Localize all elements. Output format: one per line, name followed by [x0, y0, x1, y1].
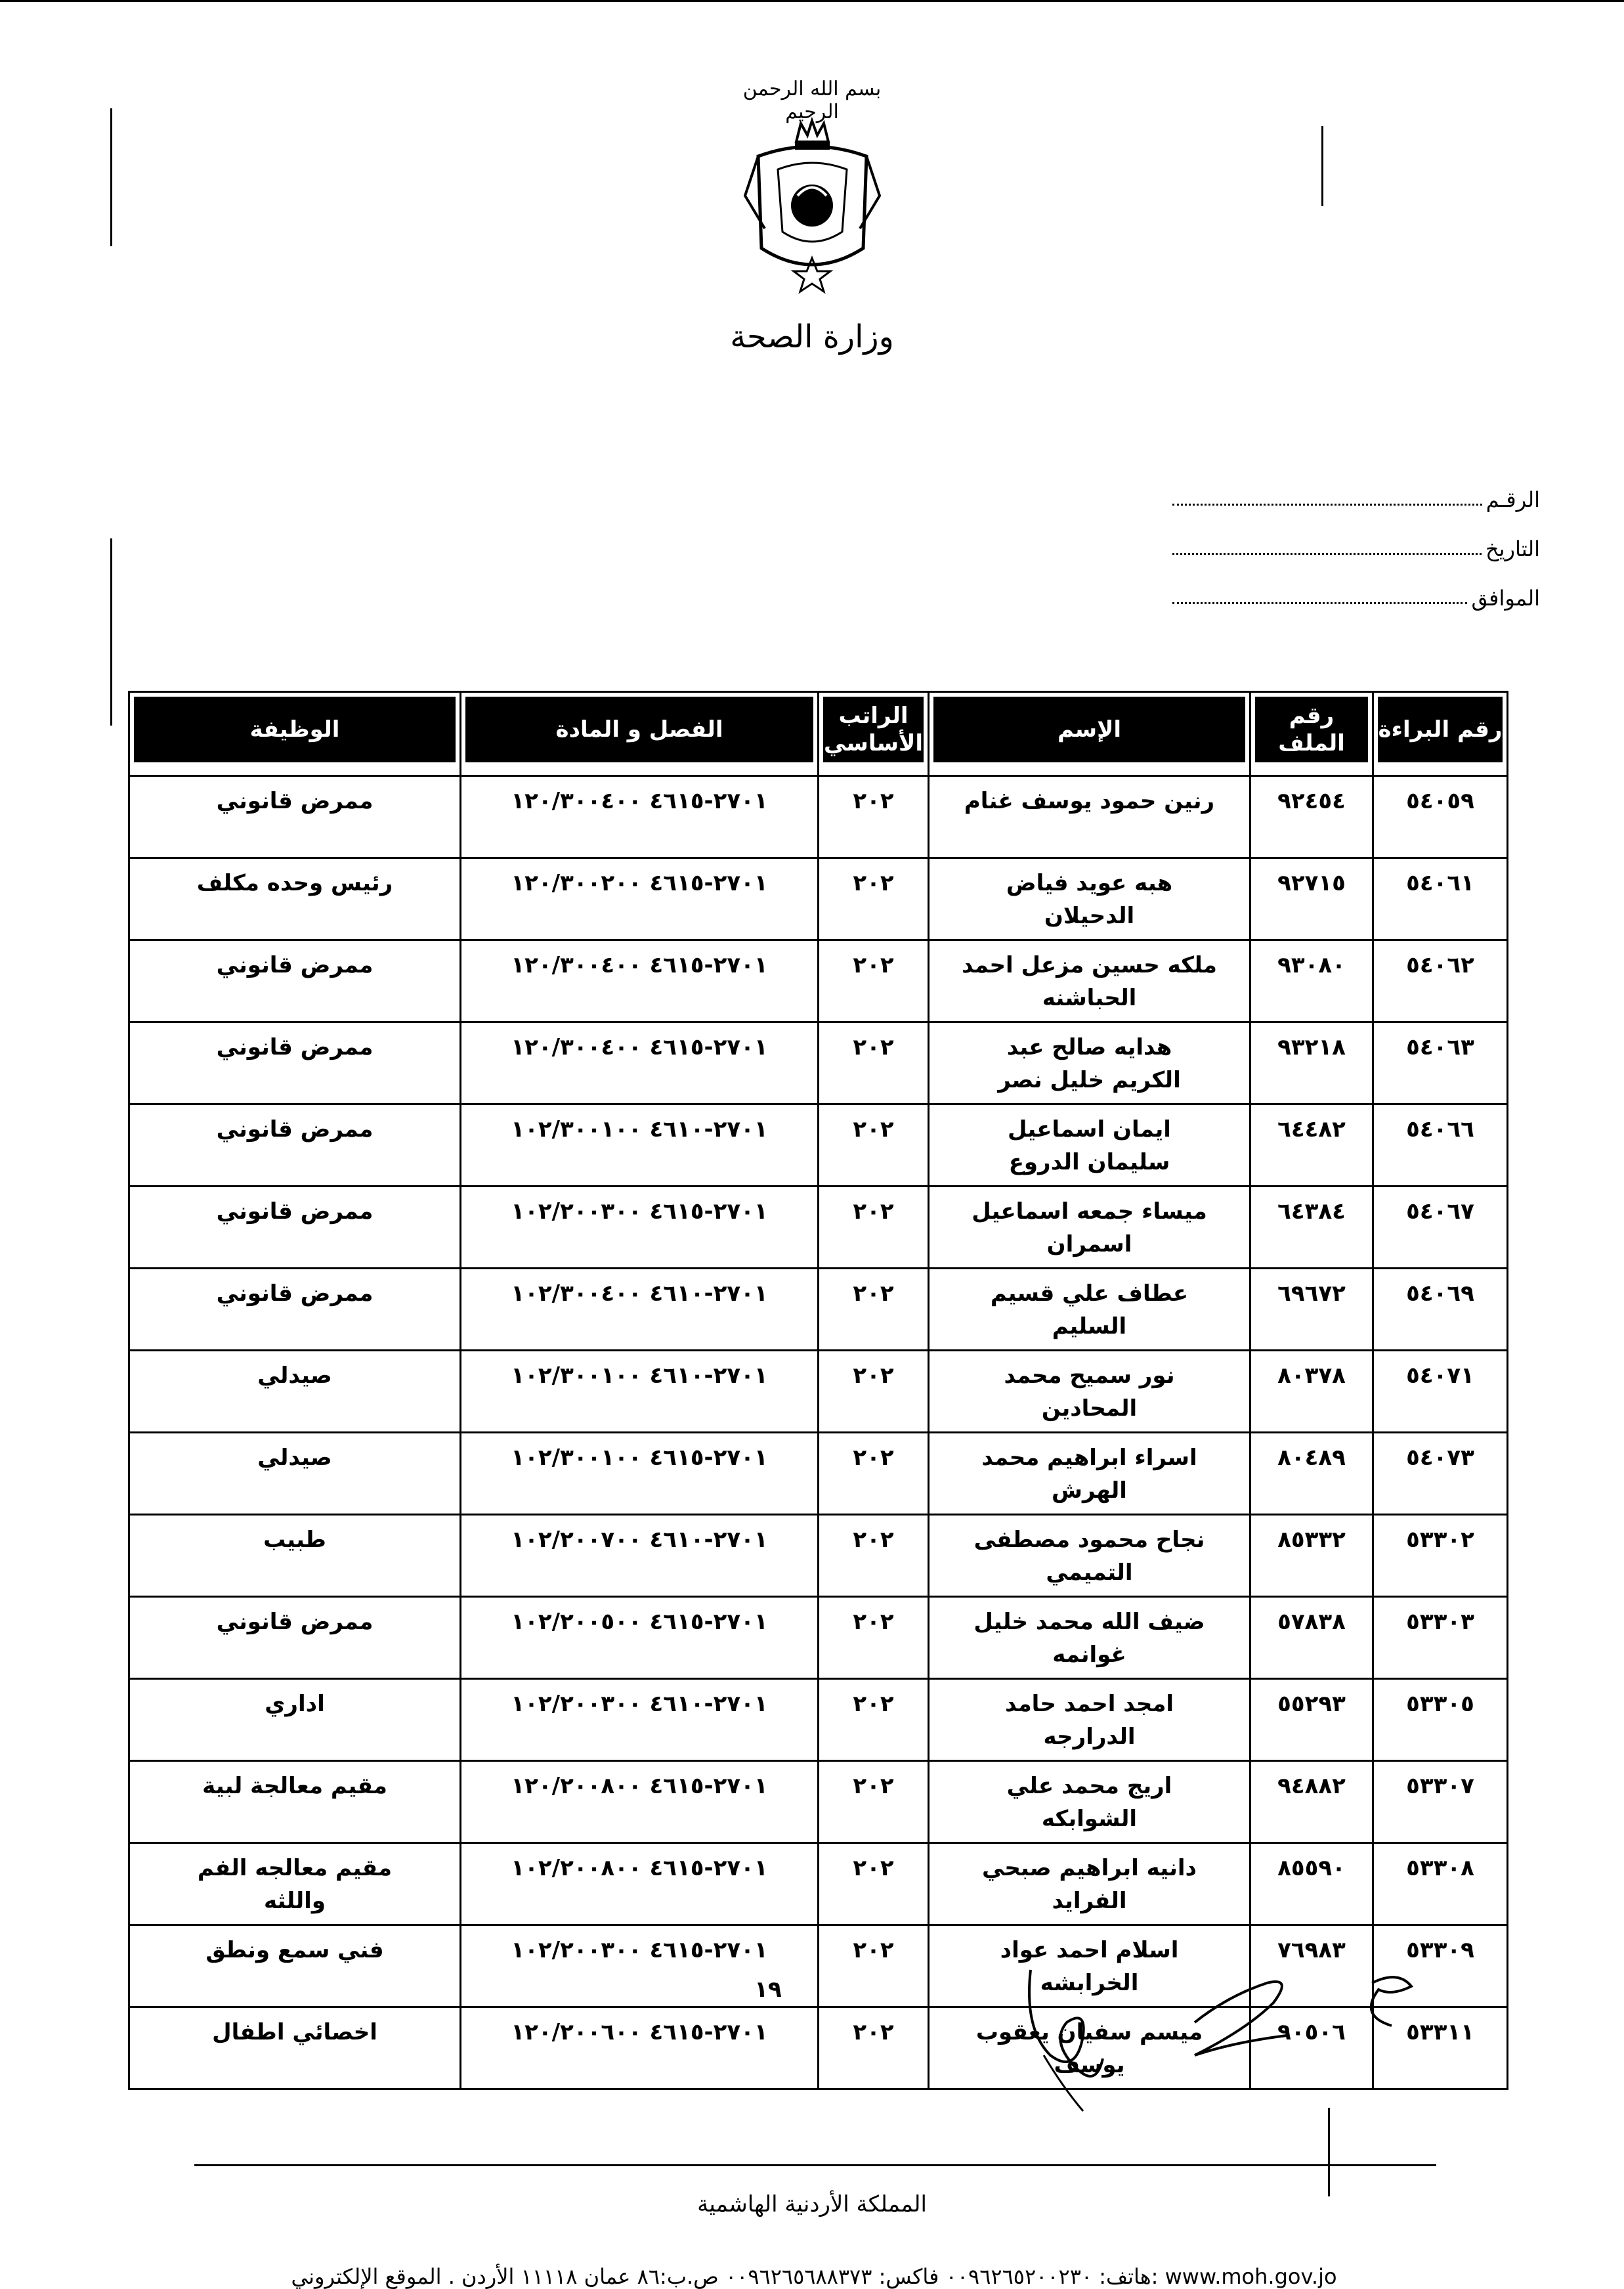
employee-no-cell [1250, 1351, 1373, 1433]
name-cell-text: التميمي [1046, 1559, 1133, 1586]
margin-mark-right-2 [1328, 2108, 1330, 2196]
basic-salary-cell [819, 1269, 929, 1351]
job-cell [129, 1187, 461, 1269]
job-cell-text: واللثه [264, 1888, 326, 1914]
table-row [129, 1022, 1508, 1104]
reference-number-field [1172, 473, 1540, 512]
table-row [129, 1351, 1508, 1433]
name-cell-text: اسمران [1046, 1231, 1132, 1257]
basic-salary-cell-text: ٢٠٢ [853, 1773, 894, 1799]
name-cell-text: ميسم سفيان يعقوب [975, 2019, 1203, 2045]
footer-rule [194, 2164, 1436, 2166]
jordan-coat-of-arms-icon [738, 117, 886, 294]
name-cell [929, 1269, 1250, 1351]
page-number: ١٩ [754, 1976, 782, 2003]
registration-no-cell-text: ٥٤٠٦٣ [1406, 1034, 1474, 1060]
job-cell-text: اداري [265, 1691, 325, 1717]
registration-no-cell-text: ٥٤٠٦٧ [1406, 1198, 1474, 1225]
chapter-article-cell [461, 940, 819, 1022]
table-row [129, 1104, 1508, 1187]
basic-salary-cell-text: ٢٠٢ [853, 870, 894, 896]
basic-salary-cell-text: ٢٠٢ [853, 1280, 894, 1307]
job-cell-text: ممرض قانوني [216, 1280, 374, 1307]
name-cell-text: هبه عويد فياض [1006, 870, 1173, 896]
employee-no-cell [1250, 940, 1373, 1022]
job-cell-text: ممرض قانوني [216, 1609, 374, 1635]
name-cell [929, 1104, 1250, 1187]
job-cell [129, 1679, 461, 1761]
employee-no-cell-text: ٦٩٦٧٢ [1277, 1280, 1346, 1307]
basic-salary-cell [819, 1433, 929, 1515]
employee-no-cell [1250, 858, 1373, 940]
basic-salary-cell [819, 1925, 929, 2007]
table-row [129, 1597, 1508, 1679]
basic-salary-cell [819, 1679, 929, 1761]
name-cell [929, 1515, 1250, 1597]
job-cell [129, 1515, 461, 1597]
chapter-article-cell [461, 2007, 819, 2089]
job-cell [129, 1022, 461, 1104]
basic-salary-cell [819, 1187, 929, 1269]
name-cell-text: رنين حمود يوسف غنام [964, 788, 1215, 814]
chapter-article-cell-text: ٢٧٠١-٤٦١٥ ١٢٠/٣٠٠٤٠٠ [511, 1034, 768, 1060]
table-row [129, 940, 1508, 1022]
basic-salary-cell [819, 1515, 929, 1597]
name-cell-text: الدرارجه [1043, 1724, 1136, 1750]
table-row [129, 858, 1508, 940]
name-cell-text: اسلام احمد عواد [1000, 1937, 1179, 1963]
name-cell [929, 858, 1250, 940]
chapter-article-cell [461, 1269, 819, 1351]
basic-salary-cell [819, 1022, 929, 1104]
chapter-article-cell-text: ٢٧٠١-٤٦١٥ ١٠٢/٢٠٠٣٠٠ [511, 1198, 768, 1225]
name-cell [929, 1351, 1250, 1433]
basic-salary-cell [819, 1104, 929, 1187]
margin-mark-left-1 [110, 108, 112, 246]
job-cell [129, 1761, 461, 1843]
registration-no-cell [1373, 1269, 1508, 1351]
job-cell-text: ممرض قانوني [216, 1198, 374, 1225]
job-cell-text: رئيس وحده مكلف [196, 870, 393, 896]
job-cell-text: صيدلي [257, 1445, 332, 1471]
name-cell [929, 1187, 1250, 1269]
name-cell-text: الهرش [1052, 1477, 1127, 1504]
basic-salary-cell-text: ٢٠٢ [853, 1937, 894, 1963]
registration-no-cell [1373, 1515, 1508, 1597]
chapter-article-cell [461, 1515, 819, 1597]
name-cell-text: السليم [1052, 1313, 1127, 1340]
chapter-article-cell [461, 1679, 819, 1761]
name-cell-text: الخرابشه [1040, 1970, 1139, 1996]
job-cell [129, 776, 461, 858]
employee-no-cell-text: ٩٤٨٨٢ [1277, 1773, 1346, 1799]
registration-no-cell-text: ٥٤٠٧١ [1406, 1362, 1474, 1389]
chapter-article-cell-text: ٢٧٠١-٤٦١٥ ١٠٢/٢٠٠٨٠٠ [511, 1855, 768, 1881]
chapter-article-cell-text: ٢٧٠١-٤٦١٥ ١٢٠/٢٠٠٦٠٠ [511, 2019, 768, 2045]
registration-no-cell [1373, 1351, 1508, 1433]
employee-no-cell-text: ٥٧٨٣٨ [1277, 1609, 1346, 1635]
margin-mark-left-2 [110, 538, 112, 726]
registration-no-cell-text: ٥٣٣٠٥ [1406, 1691, 1474, 1717]
name-cell-text: الدحيلان [1044, 903, 1135, 929]
job-cell [129, 940, 461, 1022]
chapter-article-cell-text: ٢٧٠١-٤٦١٠ ١٠٢/٣٠٠٤٠٠ [511, 1280, 768, 1307]
employee-no-cell-text: ٥٥٢٩٣ [1277, 1691, 1346, 1717]
name-cell-text: ايمان اسماعيل [1008, 1116, 1171, 1143]
name-cell-text: نجاح محمود مصطفى [973, 1527, 1205, 1553]
handwritten-signatures [1004, 1944, 1464, 2114]
employee-no-cell-text: ٩٢٧١٥ [1277, 870, 1346, 896]
employee-no-cell-text: ٧٦٩٨٣ [1277, 1937, 1346, 1963]
employee-no-cell [1250, 776, 1373, 858]
table-row [129, 1269, 1508, 1351]
header-name: الإسم [929, 692, 1250, 776]
name-cell-text: اريج محمد علي [1006, 1773, 1172, 1799]
job-cell-text: ممرض قانوني [216, 1034, 374, 1060]
registration-no-cell [1373, 1843, 1508, 1925]
chapter-article-cell-text: ٢٧٠١-٤٦١٥ ١٢٠/٢٠٠٨٠٠ [511, 1773, 768, 1799]
job-cell [129, 1843, 461, 1925]
basic-salary-cell-text: ٢٠٢ [853, 1691, 894, 1717]
chapter-article-cell [461, 1022, 819, 1104]
name-cell [929, 940, 1250, 1022]
table-header-row [129, 692, 1508, 776]
name-cell [929, 776, 1250, 858]
employee-no-cell [1250, 1433, 1373, 1515]
job-cell [129, 1925, 461, 2007]
registration-no-cell [1373, 1597, 1508, 1679]
registration-no-cell-text: ٥٣٣٠٩ [1406, 1937, 1474, 1963]
basic-salary-cell-text: ٢٠٢ [853, 788, 894, 814]
name-cell-text: هدايه صالح عبد [1006, 1034, 1172, 1060]
basic-salary-cell [819, 940, 929, 1022]
basic-salary-cell-text: ٢٠٢ [853, 1855, 894, 1881]
chapter-article-cell [461, 1761, 819, 1843]
header-basic-salary: الراتب الأساسي [819, 692, 929, 776]
employee-no-cell [1250, 1761, 1373, 1843]
employee-no-cell-text: ٦٤٣٨٤ [1277, 1198, 1346, 1225]
employee-no-cell [1250, 1104, 1373, 1187]
registration-no-cell-text: ٥٤٠٧٣ [1406, 1445, 1474, 1471]
table-row [129, 1433, 1508, 1515]
registration-no-cell [1373, 776, 1508, 858]
registration-no-cell-text: ٥٤٠٦٦ [1406, 1116, 1474, 1143]
table-row [129, 1761, 1508, 1843]
header-registration-no: رقم البراءة [1373, 692, 1508, 776]
basic-salary-cell-text: ٢٠٢ [853, 1198, 894, 1225]
chapter-article-cell-text: ٢٧٠١-٤٦١٥ ١٠٢/٢٠٠٣٠٠ [511, 1937, 768, 1963]
employees-table-container [130, 691, 1508, 2078]
employee-no-cell-text: ٦٤٤٨٢ [1277, 1116, 1346, 1143]
employee-no-cell [1250, 1187, 1373, 1269]
job-cell-text: ممرض قانوني [216, 952, 374, 978]
employee-no-cell-text: ٩٠٥٠٦ [1277, 2019, 1346, 2045]
chapter-article-cell-text: ٢٧٠١-٤٦١٥ ١٠٢/٣٠٠١٠٠ [511, 1445, 768, 1471]
employee-no-cell-text: ٩٢٤٥٤ [1277, 788, 1346, 814]
employee-no-cell-text: ٨٥٣٣٢ [1277, 1527, 1346, 1553]
chapter-article-cell-text: ٢٧٠١-٤٦١٠ ١٠٢/٢٠٠٧٠٠ [511, 1527, 768, 1553]
name-cell-text: الفرايد [1052, 1888, 1127, 1914]
employee-no-cell [1250, 1269, 1373, 1351]
job-cell-text: اخصائي اطفال [212, 2019, 377, 2045]
basic-salary-cell [819, 1843, 929, 1925]
registration-no-cell-text: ٥٣٣١١ [1406, 2019, 1474, 2045]
job-cell [129, 1597, 461, 1679]
registration-no-cell-text: ٥٣٣٠٣ [1406, 1609, 1474, 1635]
employee-no-cell-text: ٩٣٠٨٠ [1277, 952, 1346, 978]
basic-salary-cell-text: ٢٠٢ [853, 1034, 894, 1060]
employee-no-cell [1250, 1515, 1373, 1597]
employee-no-cell-text: ٩٣٢١٨ [1277, 1034, 1346, 1060]
reference-number-label: الرقـم [1485, 487, 1540, 512]
header-chapter-article: الفصل و المادة [461, 692, 819, 776]
name-cell [929, 1843, 1250, 1925]
chapter-article-cell-text: ٢٧٠١-٤٦١٥ ١٢٠/٣٠٠٤٠٠ [511, 788, 768, 814]
table-row [129, 776, 1508, 858]
basic-salary-cell-text: ٢٠٢ [853, 2019, 894, 2045]
chapter-article-cell [461, 1433, 819, 1515]
table-row [129, 1843, 1508, 1925]
margin-mark-right-1 [1321, 126, 1323, 206]
registration-no-cell-text: ٥٤٠٦٩ [1406, 1280, 1474, 1307]
basic-salary-cell [819, 1597, 929, 1679]
basic-salary-cell [819, 858, 929, 940]
registration-no-cell-text: ٥٣٣٠٢ [1406, 1527, 1474, 1553]
basic-salary-cell-text: ٢٠٢ [853, 1116, 894, 1143]
name-cell-text: الشوابكه [1041, 1806, 1138, 1832]
reference-corresponding-field [1172, 571, 1540, 611]
chapter-article-cell-text: ٢٧٠١-٤٦١٠ ١٠٢/٣٠٠١٠٠ [511, 1362, 768, 1389]
basic-salary-cell-text: ٢٠٢ [853, 1362, 894, 1389]
registration-no-cell-text: ٥٤٠٦٢ [1406, 952, 1474, 978]
basic-salary-cell [819, 2007, 929, 2089]
basic-salary-cell-text: ٢٠٢ [853, 1445, 894, 1471]
registration-no-cell-text: ٥٣٣٠٨ [1406, 1855, 1474, 1881]
registration-no-cell [1373, 940, 1508, 1022]
table-body [129, 776, 1508, 2089]
job-cell-text: فني سمع ونطق [205, 1937, 384, 1963]
job-cell-text: صيدلي [257, 1362, 332, 1389]
employees-table [128, 691, 1508, 2090]
chapter-article-cell [461, 1843, 819, 1925]
registration-no-cell-text: ٥٤٠٥٩ [1406, 788, 1474, 814]
job-cell-text: ممرض قانوني [216, 1116, 374, 1143]
basic-salary-cell-text: ٢٠٢ [853, 952, 894, 978]
chapter-article-cell [461, 1187, 819, 1269]
name-cell-text: الكريم خليل نصر [998, 1067, 1181, 1093]
registration-no-cell [1373, 1022, 1508, 1104]
chapter-article-cell [461, 858, 819, 940]
reference-date-label: التاريخ [1485, 536, 1540, 561]
name-cell [929, 1597, 1250, 1679]
chapter-article-cell-text: ٢٧٠١-٤٦١٥ ١٠٢/٢٠٠٥٠٠ [511, 1609, 768, 1635]
registration-no-cell [1373, 1761, 1508, 1843]
name-cell-text: سليمان الدروع [1008, 1149, 1170, 1175]
registration-no-cell-text: ٥٣٣٠٧ [1406, 1773, 1474, 1799]
chapter-article-cell [461, 1104, 819, 1187]
chapter-article-cell-text: ٢٧٠١-٤٦١٥ ١٢٠/٣٠٠٤٠٠ [511, 952, 768, 978]
table-row [129, 1515, 1508, 1597]
employee-no-cell [1250, 1597, 1373, 1679]
reference-corresponding-label: الموافق [1471, 586, 1540, 611]
chapter-article-cell [461, 1597, 819, 1679]
registration-no-cell [1373, 1187, 1508, 1269]
chapter-article-cell [461, 1351, 819, 1433]
name-cell-text: ملكه حسين مزعل احمد [962, 952, 1217, 978]
reference-date-field [1172, 522, 1540, 561]
name-cell-text: غوانمه [1052, 1642, 1126, 1668]
name-cell-text: الحباشنه [1042, 985, 1137, 1011]
basic-salary-cell [819, 776, 929, 858]
basic-salary-cell [819, 1351, 929, 1433]
name-cell-text: يوسف [1054, 2052, 1125, 2078]
name-cell [929, 1679, 1250, 1761]
basic-salary-cell-text: ٢٠٢ [853, 1609, 894, 1635]
chapter-article-cell-text: ٢٧٠١-٤٦١٠ ١٠٢/٣٠٠١٠٠ [511, 1116, 768, 1143]
name-cell-text: امجد احمد حامد [1004, 1691, 1174, 1717]
employee-no-cell-text: ٨٠٣٧٨ [1277, 1362, 1346, 1389]
employee-no-cell [1250, 1022, 1373, 1104]
footer-contact: هاتف: ٠٠٩٦٢٦٥٢٠٠٢٣٠ فاكس: ٠٠٩٦٢٦٥٦٨٨٣٧٣ ص.ب:٨٦ عمان ١١١١٨ الأردن . الموقع الإلكتروني: www.moh.gov.jo [291, 2264, 1337, 2289]
registration-no-cell [1373, 1104, 1508, 1187]
name-cell-text: ميساء جمعه اسماعيل [972, 1198, 1207, 1225]
employee-no-cell-text: ٨٥٥٩٠ [1277, 1855, 1346, 1881]
registration-no-cell [1373, 1433, 1508, 1515]
header-employee-no: رقم الملف [1250, 692, 1373, 776]
name-cell-text: دانيه ابراهيم صبحي [981, 1855, 1197, 1881]
reference-number-line [1172, 503, 1482, 506]
reference-date-line [1172, 552, 1482, 555]
job-cell [129, 1351, 461, 1433]
header-job: الوظيفة [129, 692, 461, 776]
employee-no-cell [1250, 1843, 1373, 1925]
job-cell [129, 1433, 461, 1515]
basic-salary-cell-text: ٢٠٢ [853, 1527, 894, 1553]
reference-corresponding-line [1172, 601, 1467, 604]
ministry-name: وزارة الصحة [730, 318, 894, 355]
name-cell [929, 1761, 1250, 1843]
name-cell [929, 1433, 1250, 1515]
employee-no-cell [1250, 1679, 1373, 1761]
top-rule [0, 0, 1624, 2]
basic-salary-cell [819, 1761, 929, 1843]
basmala: بسم الله الرحمن الرحيم [742, 77, 882, 123]
job-cell-text: مقيم معالجة لبية [202, 1773, 387, 1799]
job-cell-text: ممرض قانوني [216, 788, 374, 814]
registration-no-cell [1373, 1679, 1508, 1761]
employee-no-cell-text: ٨٠٤٨٩ [1277, 1445, 1346, 1471]
table-row [129, 1187, 1508, 1269]
name-cell-text: المحادين [1041, 1395, 1138, 1422]
job-cell-text: مقيم معالجه الفم [197, 1855, 393, 1881]
name-cell-text: اسراء ابراهيم محمد [981, 1445, 1197, 1471]
registration-no-cell-text: ٥٤٠٦١ [1406, 870, 1474, 896]
job-cell [129, 858, 461, 940]
job-cell [129, 2007, 461, 2089]
job-cell-text: طبيب [263, 1527, 326, 1553]
chapter-article-cell-text: ٢٧٠١-٤٦١٥ ١٢٠/٣٠٠٢٠٠ [511, 870, 768, 896]
chapter-article-cell [461, 776, 819, 858]
job-cell [129, 1269, 461, 1351]
name-cell-text: نور سميح محمد [1004, 1362, 1175, 1389]
registration-no-cell [1373, 858, 1508, 940]
job-cell [129, 1104, 461, 1187]
name-cell-text: ضيف الله محمد خليل [973, 1609, 1205, 1635]
table-row [129, 1679, 1508, 1761]
name-cell [929, 1022, 1250, 1104]
footer-country: المملكة الأردنية الهاشمية [697, 2191, 927, 2217]
name-cell-text: عطاف علي قسيم [990, 1280, 1189, 1307]
chapter-article-cell-text: ٢٧٠١-٤٦١٠ ١٠٢/٢٠٠٣٠٠ [511, 1691, 768, 1717]
